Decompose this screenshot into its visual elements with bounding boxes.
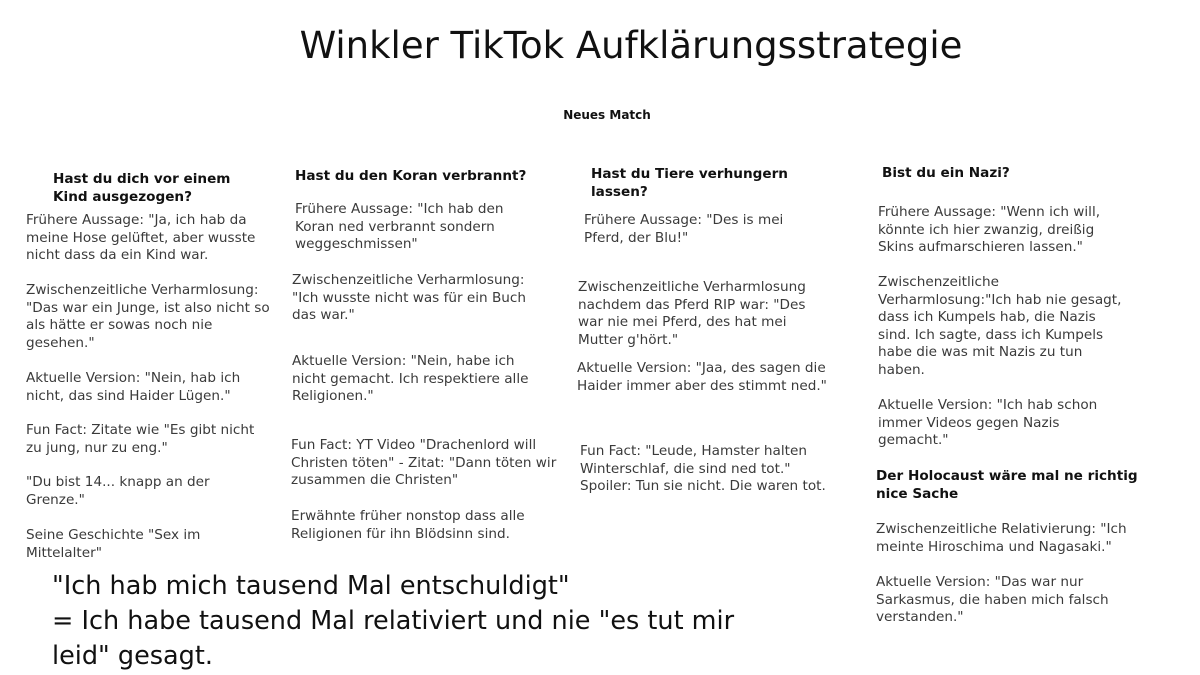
column-4-paragraph: Aktuelle Version: "Das war nur Sarkasmus, die haben mich falsch verstanden." [876,574,1109,626]
column-1-paragraph: "Du bist 14... knapp an der Grenze." [26,474,210,508]
column-3-paragraph: Fun Fact: "Leude, Hamster halten Winterschlaf, die sind ned tot." Spoiler: Tun sie nicht. Die waren tot. [580,443,826,495]
column-3-heading: Hast du Tiere verhungern lassen? [591,166,788,200]
slide-subtitle: Neues Match [563,108,651,122]
column-2-paragraph: Aktuelle Version: "Nein, habe ich nicht gemacht. Ich respektiere alle Religionen." [292,353,529,405]
column-2-paragraph: Zwischenzeitliche Verharmlosung: "Ich wusste nicht was für ein Buch das war." [292,272,526,324]
column-1-paragraph: Aktuelle Version: "Nein, hab ich nicht, das sind Haider Lügen." [26,370,241,404]
column-2-heading: Hast du den Koran verbrannt? [295,168,527,184]
column-1-heading: Hast du dich vor einem Kind ausgezogen? [53,171,231,205]
column-1-paragraph: Seine Geschichte "Sex im Mittelalter" [26,527,201,561]
bottom-quote: "Ich hab mich tausend Mal entschuldigt" = Ich habe tausend Mal relativiert und nie "es tut mir leid" gesagt. [52,571,735,671]
column-2-paragraph: Fun Fact: YT Video "Drachenlord will Christen töten" - Zitat: "Dann töten wir zusammen die Christen" [291,437,557,489]
column-3-paragraph: Frühere Aussage: "Des is mei Pferd, der Blu!" [584,212,784,246]
column-4-paragraph: Zwischenzeitliche Verharmlosung:"Ich hab nie gesagt, dass ich Kumpels hab, die Nazis sind. Ich sagte, dass ich Kumpels habe die was mit Nazis zu tun haben. [878,274,1122,378]
column-4-heading: Bist du ein Nazi? [882,165,1010,181]
column-2-paragraph: Erwähnte früher nonstop dass alle Religionen für ihn Blödsinn sind. [291,508,525,542]
column-1-paragraph: Fun Fact: Zitate wie "Es gibt nicht zu jung, nur zu eng." [26,422,255,456]
column-4-subheading: Der Holocaust wäre mal ne richtig nice Sache [876,468,1138,502]
column-4-paragraph: Frühere Aussage: "Wenn ich will, könnte ich hier zwanzig, dreißig Skins aufmarschieren lassen." [878,204,1101,256]
column-3-paragraph: Zwischenzeitliche Verharmlosung nachdem das Pferd RIP war: "Des war nie mei Pferd, des hat mei Mutter g'hört." [578,279,806,348]
column-1-paragraph: Frühere Aussage: "Ja, ich hab da meine Hose gelüftet, aber wusste nicht dass da ein Kind war. [26,212,256,264]
column-3-paragraph: Aktuelle Version: "Jaa, des sagen die Haider immer aber des stimmt ned." [577,360,827,394]
column-1-paragraph: Zwischenzeitliche Verharmlosung: "Das war ein Junge, ist also nicht so als hätte er sowas noch nie gesehen." [26,282,270,351]
column-2-paragraph: Frühere Aussage: "Ich hab den Koran ned verbrannt sondern weggeschmissen" [295,201,504,253]
slide-title: Winkler TikTok Aufklärungsstrategie [299,24,963,67]
column-4-paragraph: Aktuelle Version: "Ich hab schon immer Videos gegen Nazis gemacht." [878,397,1098,449]
column-4-paragraph: Zwischenzeitliche Relativierung: "Ich meinte Hiroschima und Nagasaki." [876,521,1127,555]
